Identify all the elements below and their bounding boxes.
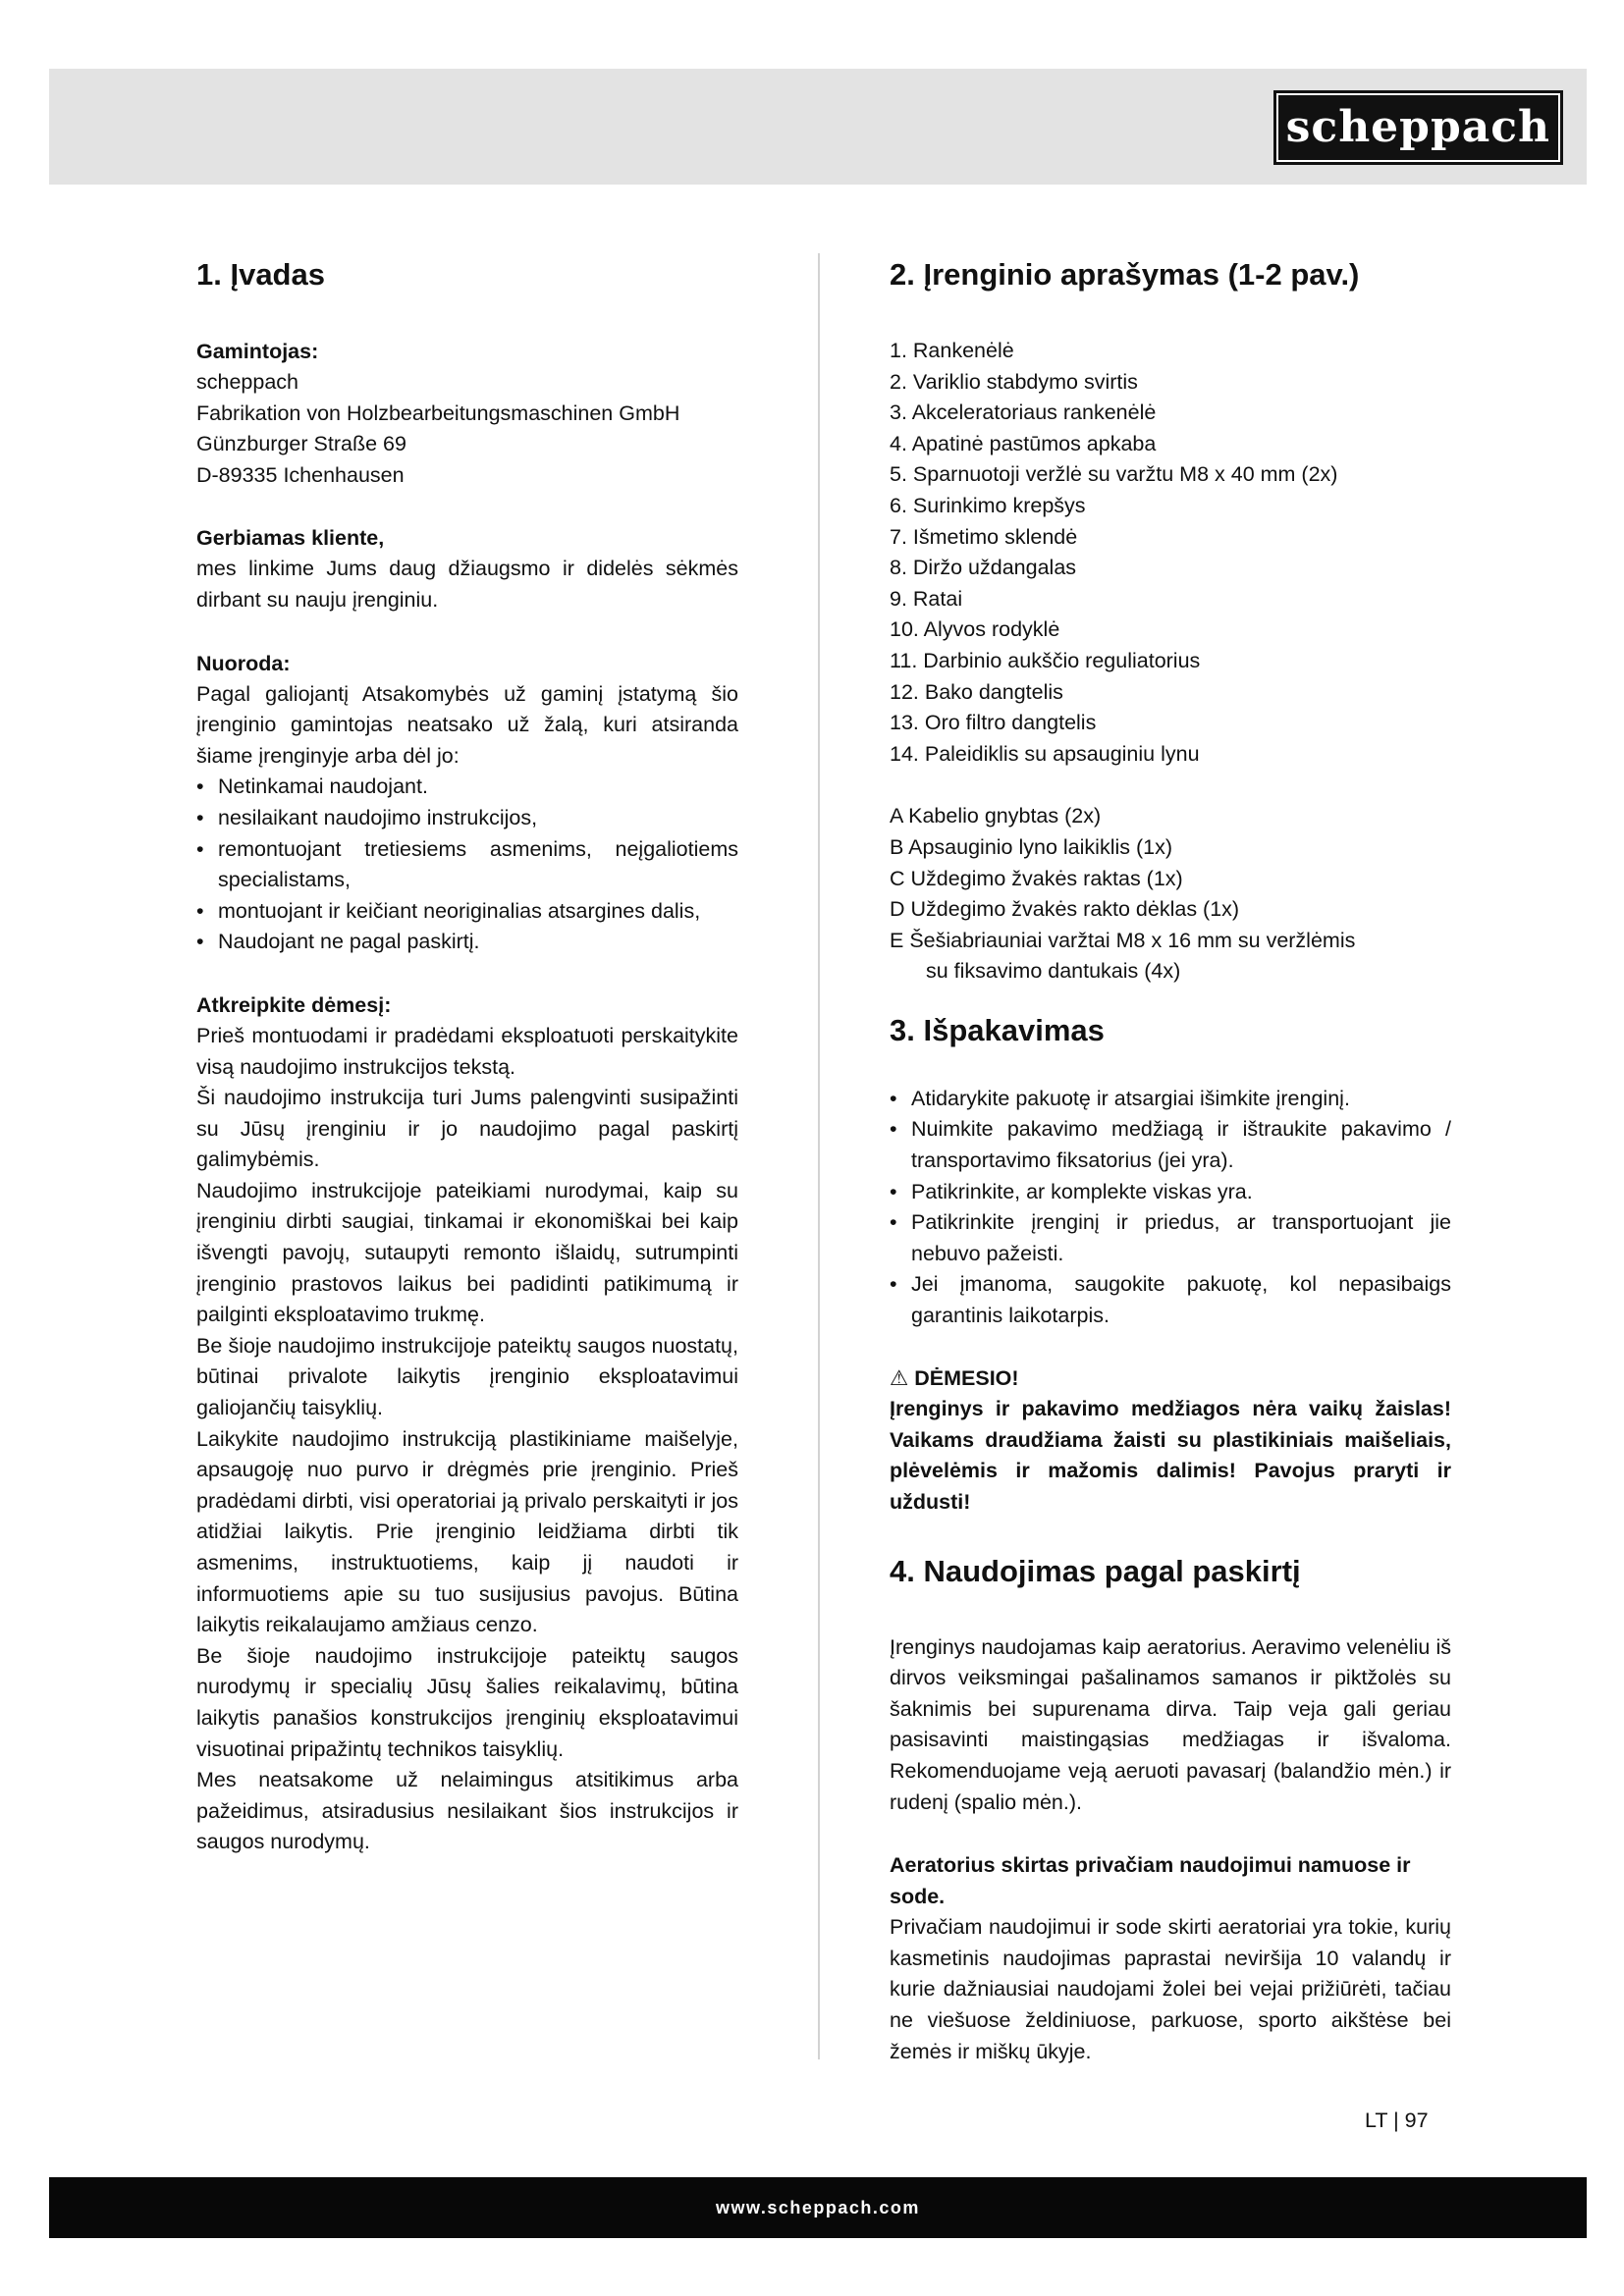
warning-label: ⚠ DĖMESIO! bbox=[890, 1365, 1019, 1390]
footer-url: www.scheppach.com bbox=[716, 2198, 920, 2217]
greeting-text: mes linkime Jums daug džiaugsmo ir didelės sėkmės dirbant su nauju įrenginiu. bbox=[196, 557, 738, 612]
unpack-bullet-list bbox=[890, 1084, 1451, 1332]
section-4-title: 4. Naudojimas pagal paskirtį bbox=[890, 1553, 1301, 1588]
manufacturer-line: D-89335 Ichenhausen bbox=[196, 462, 405, 487]
private-use-text: Privačiam naudojimui ir sode skirti aeratoriai yra tokie, kurių kasmetinis naudojimas paprastai neviršija 10 valandų ir kurie dažniausiai naudojami žolei bei vejai prižiūrėti, tačiau ne viešuose želdiniuose, parkuose, sporto aikštėse bei žemės ir miškų ūkyje. bbox=[890, 1915, 1451, 2063]
list-item: 9. Ratai bbox=[890, 586, 963, 611]
attention-label: Atkreipkite dėmesį: bbox=[196, 992, 392, 1017]
list-item: 4. Apatinė pastūmos apkaba bbox=[890, 431, 1157, 455]
attention-paragraph: Be šioje naudojimo instrukcijoje pateiktų saugos nuostatų, būtinai privalote laikytis įrenginio eksploatavimui galiojančių taisyklių. bbox=[196, 1333, 738, 1420]
list-item: 6. Surinkimo krepšys bbox=[890, 493, 1086, 517]
list-item: 2. Variklio stabdymo svirtis bbox=[890, 369, 1138, 394]
list-item: 10. Alyvos rodyklė bbox=[890, 617, 1060, 642]
note-bullet-list bbox=[196, 772, 738, 958]
greeting-label: Gerbiamas kliente, bbox=[196, 526, 385, 551]
list-item: • Netinkamai naudojant. bbox=[196, 772, 738, 803]
list-item: C Uždegimo žvakės raktas (1x) bbox=[890, 866, 1183, 890]
list-item: B Apsauginio lyno laikiklis (1x) bbox=[890, 834, 1172, 859]
list-item: • Jei įmanoma, saugokite pakuotę, kol nepasibaigs garantinis laikotarpis. bbox=[890, 1269, 1451, 1331]
list-item: E Šešiabriauniai varžtai M8 x 16 mm su veržlėmis bbox=[890, 928, 1356, 952]
list-item: 7. Išmetimo sklendė bbox=[890, 524, 1078, 549]
list-item: • nesilaikant naudojimo instrukcijos, bbox=[196, 803, 738, 834]
usage-text: Įrenginys naudojamas kaip aeratorius. Aeravimo velenėliu iš dirvos veiksmingai pašalinamos samanos ir piktžolės su šaknimis bei supurenama dirva. Taip veja gali geriau pasisavinti maistingąsias medžiagas ir išvaloma. Rekomenduojame veją aeruoti pavasarį (balandžio mėn.) ir rudenį (spalio mėn.). bbox=[890, 1634, 1451, 1814]
list-item: D Uždegimo žvakės rakto dėklas (1x) bbox=[890, 897, 1240, 922]
right-column bbox=[890, 253, 1451, 2067]
list-item: 1. Rankenėlė bbox=[890, 339, 1014, 362]
list-item: A Kabelio gnybtas (2x) bbox=[890, 804, 1102, 828]
page-number: LT | 97 bbox=[1365, 2109, 1429, 2132]
list-item: • Patikrinkite įrenginį ir priedus, ar transportuojant jie nebuvo pažeisti. bbox=[890, 1207, 1451, 1269]
attention-paragraph: Be šioje naudojimo instrukcijoje pateiktų saugos nurodymų ir specialių Jūsų šalies reikalavimų, būtina laikytis panašios konstrukcijos įrenginių eksploatavimui visuotinai pripažintų technikos taisyklių. bbox=[196, 1643, 738, 1761]
list-item: • Patikrinkite, ar komplekte viskas yra. bbox=[890, 1177, 1451, 1208]
list-item: • Nuimkite pakavimo medžiagą ir ištraukite pakavimo / transportavimo fiksatorius (jei yra). bbox=[890, 1114, 1451, 1176]
list-item: • Atidarykite pakuotę ir atsargiai išimkite įrenginį. bbox=[890, 1084, 1451, 1115]
list-item: • remontuojant tretiesiems asmenims, neįgaliotiems specialistams, bbox=[196, 834, 738, 896]
parts-list bbox=[890, 336, 1451, 770]
list-item: 13. Oro filtro dangtelis bbox=[890, 711, 1097, 735]
manufacturer-label: Gamintojas: bbox=[196, 340, 319, 363]
list-item: 11. Darbinio aukščio reguliatorius bbox=[890, 648, 1201, 672]
warning-text: Įrenginys ir pakavimo medžiagos nėra vaikų žaislas! Vaikams draudžiama žaisti su plastikiniais maišeliais, plėvelėmis ir mažomis dalimis! Pavojus praryti ir uždusti! bbox=[890, 1397, 1451, 1514]
list-item: • Naudojant ne pagal paskirtį. bbox=[196, 927, 738, 958]
list-item: su fiksavimo dantukais (4x) bbox=[926, 959, 1181, 984]
header-band bbox=[49, 69, 1587, 185]
list-item: 3. Akceleratoriaus rankenėlė bbox=[890, 400, 1157, 425]
list-item: • montuojant ir keičiant neoriginalias atsargines dalis, bbox=[196, 896, 738, 928]
attention-paragraph: Prieš montuodami ir pradėdami eksploatuoti perskaitykite visą naudojimo instrukcijos tekstą. bbox=[196, 1023, 738, 1079]
attention-paragraph: Ši naudojimo instrukcija turi Jums palengvinti susipažinti su Jūsų įrenginiu ir jo naudojimo pagal paskirtį galimybėmis. bbox=[196, 1086, 738, 1172]
section-1-title: 1. Įvadas bbox=[196, 257, 325, 292]
list-item: 12. Bako dangtelis bbox=[890, 679, 1063, 704]
manufacturer-line: scheppach bbox=[196, 370, 298, 394]
list-item: 14. Paleidiklis su apsauginiu lynu bbox=[890, 741, 1200, 766]
list-item: 5. Sparnuotoji veržlė su varžtu M8 x 40 mm (2x) bbox=[890, 462, 1338, 487]
section-2-title: 2. Įrenginio aprašymas (1-2 pav.) bbox=[890, 257, 1360, 292]
attention-paragraph: Naudojimo instrukcijoje pateikiami nurodymai, kaip su įrenginiu dirbti saugiai, tinkamai ir ekonomiškai bei kaip išvengti pavojų, sutaupyti remonto išlaidų, sutrumpinti įrenginio prastovos laikus bei padidinti patikimumą ir pailginti eksploatavimo trukmę. bbox=[196, 1178, 738, 1327]
section-3-title: 3. Išpakavimas bbox=[890, 1012, 1105, 1047]
left-column bbox=[196, 253, 738, 1858]
accessories-list bbox=[890, 801, 1451, 988]
list-item: 8. Diržo uždangalas bbox=[890, 556, 1077, 580]
private-use-label: Aeratorius skirtas privačiam naudojimui namuose ir sode. bbox=[890, 1853, 1411, 1909]
note-label: Nuoroda: bbox=[196, 651, 291, 675]
brand-logo: scheppach bbox=[1273, 90, 1563, 165]
attention-paragraph: Mes neatsakome už nelaimingus atsitikimus arba pažeidimus, atsiradusius nesilaikant šios instrukcijos ir saugos nurodymų. bbox=[196, 1768, 738, 1854]
manufacturer-line: Günzburger Straße 69 bbox=[196, 432, 406, 456]
attention-paragraph: Laikykite naudojimo instrukciją plastikiniame maišelyje, apsaugoję nuo purvo ir drėgmės prie įrenginio. Prieš pradėdami dirbti, visi operatoriai ją privalo perskaityti ir jos atidžiai laikytis. Prie įrenginio leidžiama dirbti tik asmenims, instruktuotiems, kaip jį naudoti ir informuotiems apie su tuo susijusius pavojus. Būtina laikytis reikalaujamo amžiaus cenzo. bbox=[196, 1426, 738, 1637]
footer-band bbox=[49, 2177, 1587, 2238]
note-text: Pagal galiojantį Atsakomybės už gaminį įstatymą šio įrenginio gamintojas neatsako už žalą, kuri atsiranda šiame įrenginyje arba dėl jo: bbox=[196, 681, 738, 768]
column-divider bbox=[818, 253, 820, 2059]
manufacturer-line: Fabrikation von Holzbearbeitungsmaschinen GmbH bbox=[196, 400, 680, 425]
